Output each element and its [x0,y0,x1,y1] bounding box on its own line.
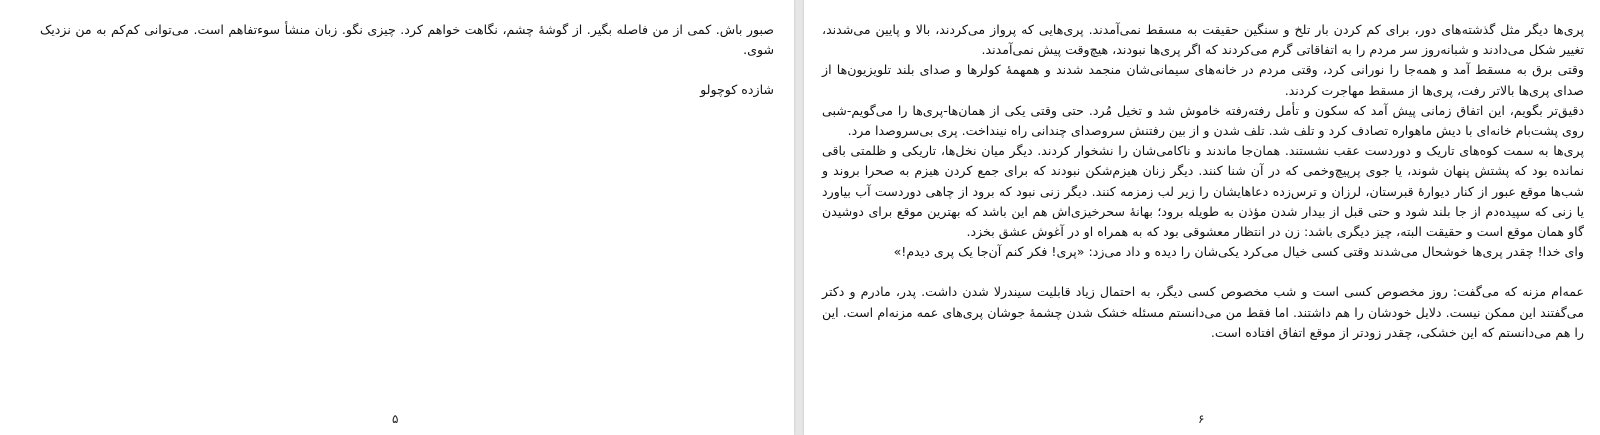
paragraph: وای خدا! چقدر پری‌ها خوشحال می‌شدند وقتی کسی خیال می‌کرد یکی‌شان را دیده و داد می‌زد: «پری! فکر کنم آن‌جا یک پری دیدم!» [893,244,1584,260]
paragraph: وقتی برق به مسقط آمد و همه‌جا را نورانی کرد، وقتی مردم در خانه‌های سیمانی‌شان منجمد شدند و همهمهٔ کولرها و صدای بلند تلویزیون‌ها از صدای پری‌ها بالاتر رفت، پری‌ها از مسقط مهاجرت کردند. [822,62,1584,98]
paragraph: صبور باش. کمی از من فاصله بگیر. از گوشهٔ چشم، نگاهت خواهم کرد. چیزی نگو. زبان منشأ سوءتفاهم است. می‌توانی کم‌کم به من نزدیک شوی. [40,22,774,58]
page-left-content [40,20,774,101]
page-number: ۶ [1198,412,1205,426]
paragraph: عمه‌ام مزنه که می‌گفت: روز مخصوص کسی است و شب مخصوص کسی دیگر، به احتمال زیاد قابلیت سیندرلا شدن داشت. پدر، مادرم و دکتر می‌گفتند این ممکن نیست. دلایل خودشان را هم داشتند. اما فقط من می‌دانستم مسئله خشک شدن چشمهٔ جوشان پری‌های عمه مزنه‌ام است. این را هم می‌دانستم که این خشکی، چقدر زودتر از موقع اتفاق افتاده است. [822,284,1584,340]
paragraph: پری‌ها دیگر مثل گذشته‌های دور، برای کم کردن بار تلخ و سنگین حقیقت به مسقط نمی‌آمدند. پری‌هایی که پرواز می‌کردند، بالا و پایین می‌شدند، تغییر شکل می‌دادند و شبانه‌روز سر مردم را به اتفاقاتی گرم می‌کردند که اگر پری‌ها نبودند، هیچ‌وقت پیش نمی‌آمدند. [822,22,1584,58]
page-number: ۵ [392,412,399,426]
page-left [0,0,794,435]
quote-attribution: شازده کوچولو [700,82,774,98]
page-right-content [822,20,1584,343]
page-right [804,0,1600,435]
paragraph: پری‌ها به سمت کوه‌های تاریک و دوردست عقب نشستند. همان‌جا ماندند و ناکامی‌شان را نشخوار کردند. دیگر میان نخل‌ها، تاریکی و ظلمتی باقی نمانده بود که پشتش پنهان شوند، یا جوی پرپیچ‌وخمی که در آن شنا کنند. دیگر زنان هیزم‌شکن نبودند که برای جمع کردن هیزم به صحرا بروند و شب‌ها موقع عبور از کنار دیوارهٔ قبرستان، لرزان و ترس‌زده دعاهایشان را زیر لب زمزمه کنند. دیگر زنی نبود که برود از چاهی دوردست آب بیاورد یا زنی که سپیده‌دم از جا بلند شود و حتی قبل از بیدار شدن مؤذن به طویله برود؛ بهانهٔ سحرخیزی‌اش هم این باشد که بهترین موقع برای دوشیدن گاو همان موقع است و حقیقت البته، چیز دیگری باشد: زن در انتظار معشوقی بود که به همراه او در آغوش عشق بخزد. [822,143,1584,240]
paragraph: دقیق‌تر بگویم، این اتفاق زمانی پیش آمد که سکون و تأمل رفته‌رفته خاموش شد و تخیل مُرد. حتی وقتی یکی از همان‌ها-پری‌ها را می‌گویم-شبی روی پشت‌بام خانه‌ای با دیش ماهواره تصادف کرد و تلف شد. تلف شدن و از بین رفتنش سروصدای چندانی راه نینداخت. پری بی‌سروصدا مرد. [822,102,1584,139]
